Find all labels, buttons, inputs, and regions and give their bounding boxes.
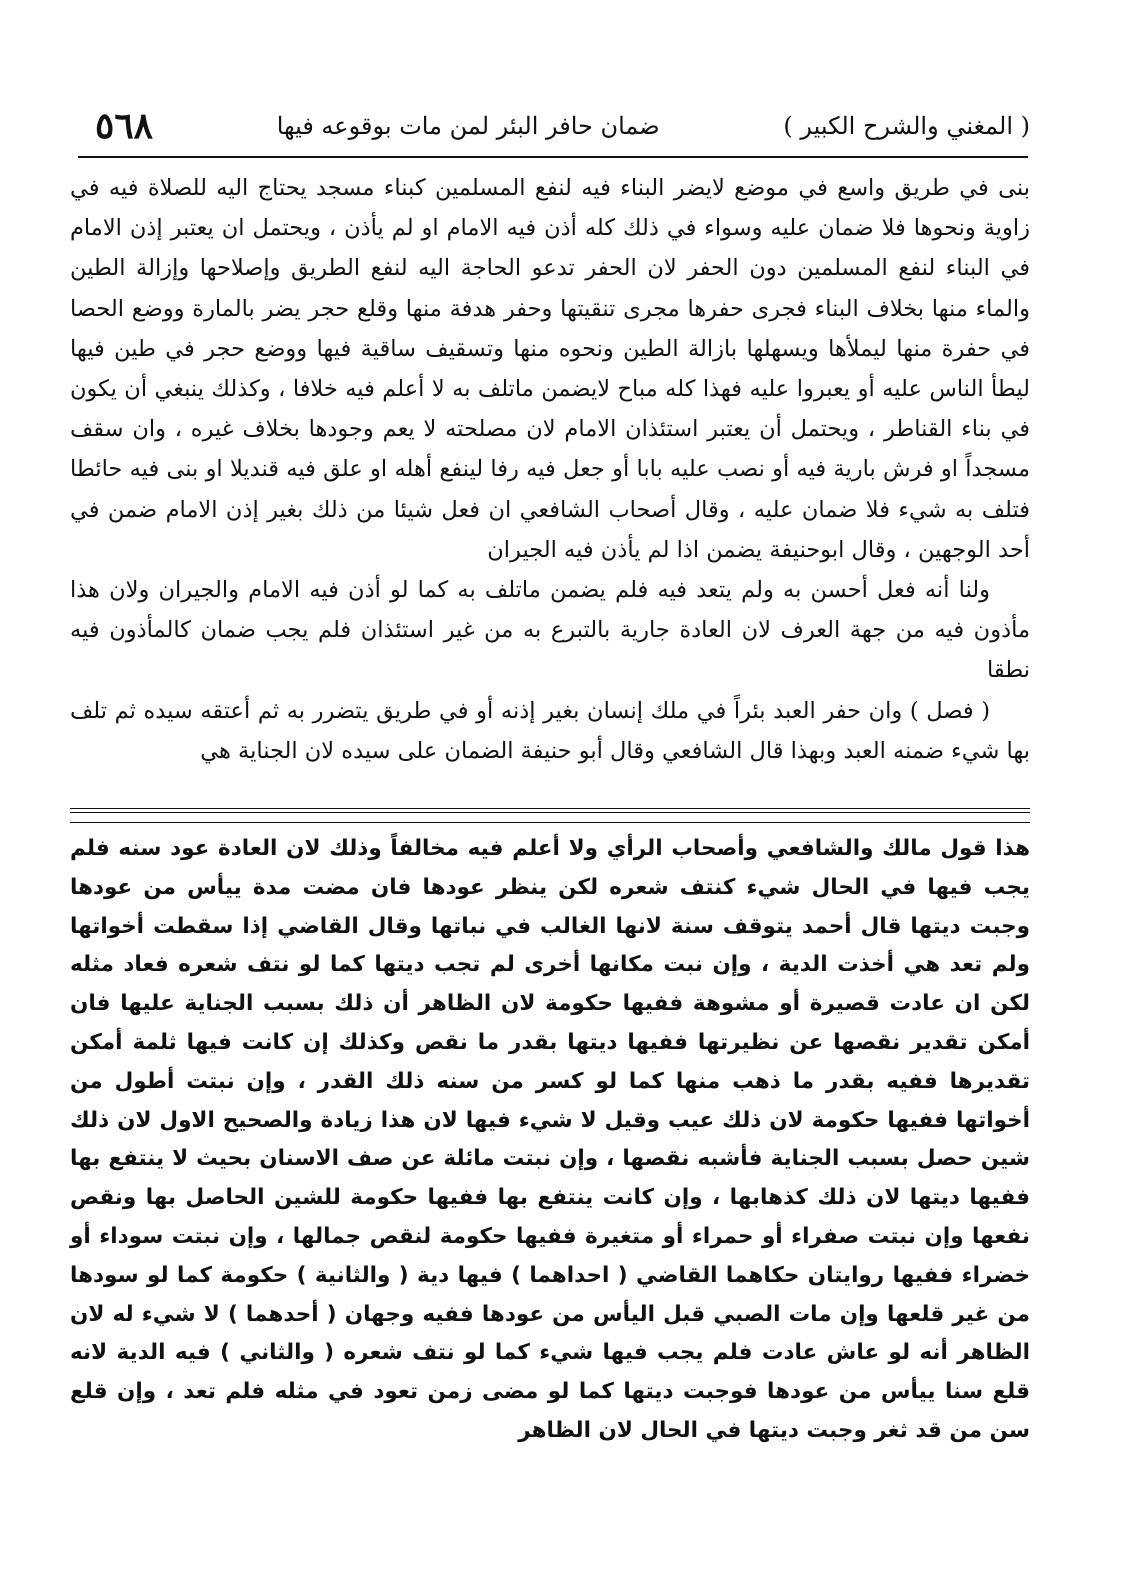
page-number: ٥٦٨	[95, 105, 154, 147]
main-paragraph-2: ولنا أنه فعل أحسن به ولم يتعد فيه فلم يضمن ماتلف به كما لو أذن فيه الامام والجيران ولان هذا مأذون فيه من جهة العرف لان العادة جارية بالتبرع به من غير استئذان فلم يجب ضمان كالمأذون فيه نطقا	[70, 577, 1030, 684]
running-title: ضمان حافر البئر لمن مات بوقوعه فيها	[276, 112, 660, 140]
main-text-block	[70, 168, 1030, 771]
page-header	[95, 95, 1030, 157]
main-paragraph-3: ( فصل ) وان حفر العبد بئراً في ملك إنسان بغير إذنه أو في طريق يتضرر به ثم أعتقه سيده ثم تلف بها شيء ضمنه العبد وبهذا قال الشافعي وقال أبو حنيفة الضمان على سيده لان الجناية هي	[70, 697, 1030, 764]
separator-rule	[70, 822, 1030, 823]
separator-rule	[70, 808, 1030, 809]
separator-rule	[70, 812, 1030, 813]
book-title: ( المغني والشرح الكبير )	[783, 112, 1030, 140]
commentary-text-block	[70, 830, 1030, 1451]
main-paragraph-1: بنى في طريق واسع في موضع لايضر البناء فيه لنفع المسلمين كبناء مسجد يحتاج اليه للصلاة فيه في زاوية ونحوها فلا ضمان عليه وسواء في ذلك كله أذن فيه الامام او لم يأذن ، ويحتمل ان يعتبر إذن الامام في البناء لنفع المسلمين دون الحفر لان الحفر تدعو الحاجة اليه لنفع الطريق وإصلاحها وإزالة الطين والماء منها بخلاف البناء فجرى حفرها مجرى تنقيتها وحفر هدفة منها وقلع حجر يضر بالمارة ووضع الحصا في حفرة منها ليملأها ويسهلها بازالة الطين ونحوه منها وتسقيف ساقية فيها ووضع حجر في طين فيها ليطأ الناس عليه أو يعبروا عليه فهذا كله مباح لايضمن ماتلف به لا أعلم فيه خلافا ، وكذلك ينبغي أن يكون في بناء القناطر ، ويحتمل أن يعتبر استئذان الامام لان مصلحته لا يعم وجودها بخلاف غيره ، وان سقف مسجداً او فرش بارية فيه أو نصب عليه بابا أو جعل فيه رفا لينفع أهله او علق فيه قنديلا او بنى فيه حائطا فتلف به شيء فلا ضمان عليه ، وقال أصحاب الشافعي ان فعل شيئا من ذلك بغير إذن الامام ضمن في أحد الوجهين ، وقال ابوحنيفة يضمن اذا لم يأذن فيه الجيران	[70, 175, 1030, 563]
commentary-paragraph: هذا قول مالك والشافعي وأصحاب الرأي ولا أعلم فيه مخالفاً وذلك لان العادة عود سنه فلم يجب فيها في الحال شيء كنتف شعره لكن ينظر عودها فان مضت مدة ييأس من عودها وجبت ديتها قال أحمد يتوقف سنة لانها الغالب في نباتها وقال القاضي إذا سقطت أخواتها ولم تعد هي أخذت الدية ، وإن نبت مكانها أخرى لم تجب ديتها كما لو نتف شعره فعاد مثله لكن ان عادت قصيرة أو مشوهة ففيها حكومة لان الظاهر أن ذلك بسبب الجناية عليها فان أمكن تقدير نقصها عن نظيرتها ففيها ديتها بقدر ما نقص وكذلك إن كانت فيها ثلمة أمكن تقديرها ففيه بقدر ما ذهب منها كما لو كسر من سنه ذلك القدر ، وإن نبتت أطول من أخواتها ففيها حكومة لان ذلك عيب وقيل لا شيء فيها لان هذا زيادة والصحيح الاول لان ذلك شين حصل بسبب الجناية فأشبه نقصها ، وإن نبتت مائلة عن صف الاسنان بحيث لا ينتفع بها ففيها ديتها لان ذلك كذهابها ، وإن كانت ينتفع بها ففيها حكومة للشين الحاصل بها ونقص نفعها وإن نبتت صفراء أو حمراء أو متغيرة ففيها حكومة لنقص جمالها ، وإن نبتت سوداء أو خضراء ففيها روايتان حكاهما القاضي ( احداهما ) فيها دية ( والثانية ) حكومة كما لو سودها من غير قلعها وإن مات الصبي قبل اليأس من عودها ففيه وجهان ( أحدهما ) لا شيء له لان الظاهر أنه لو عاش عادت فلم يجب فيها شيء كما لو نتف شعره ( والثاني ) فيه الدية لانه قلع سنا ييأس من عودها فوجبت ديتها كما لو مضى زمن تعود في مثله فلم تعد ، وإن قلع سن من قد ثغر وجبت ديتها في الحال لان الظاهر	[70, 836, 1030, 1443]
header-rule	[78, 156, 1028, 158]
